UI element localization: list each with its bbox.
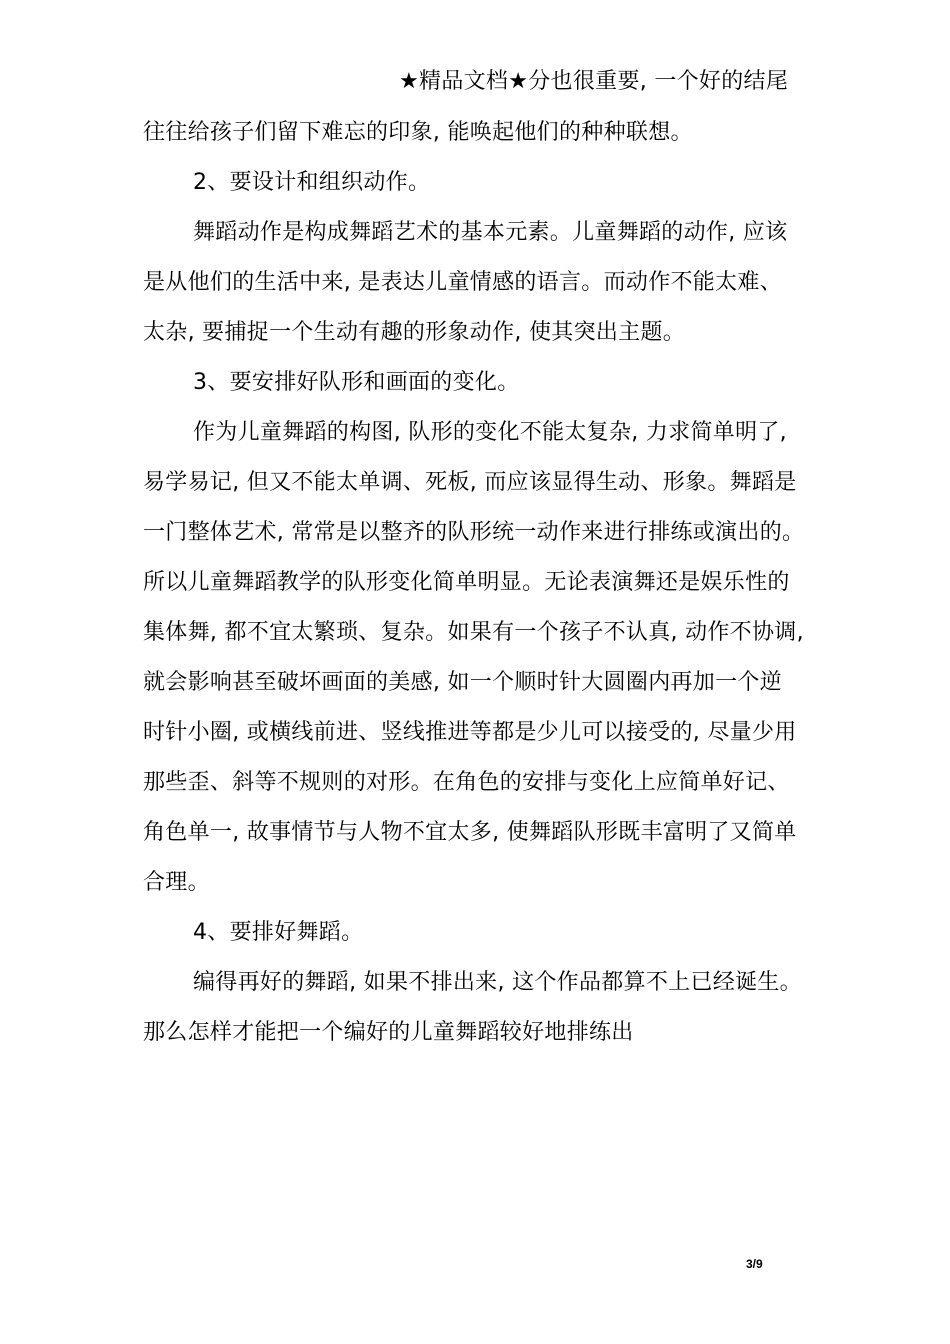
- paragraph-line: 角色单一, 故事情节与人物不宜太多, 使舞蹈队形既丰富明了又简单: [143, 820, 797, 845]
- paragraph-line: 作为儿童舞蹈的构图, 队形的变化不能太复杂, 力求简单明了,: [193, 420, 787, 445]
- section-heading-3: 3、要安排好队形和画面的变化。: [193, 370, 520, 395]
- paragraph-line: 那么怎样才能把一个编好的儿童舞蹈较好地排练出: [143, 1020, 634, 1045]
- paragraph-line: 易学易记, 但又不能太单调、死板, 而应该显得生动、形象。舞蹈是: [143, 470, 797, 495]
- paragraph-line: 太杂, 要捕捉一个生动有趣的形象动作, 使其突出主题。: [143, 320, 686, 345]
- header-line: ★精品文档★分也很重要, 一个好的结尾: [399, 69, 789, 94]
- paragraph-line: 时针小圈, 或横线前进、竖线推进等都是少儿可以接受的, 尽量少用: [143, 720, 797, 745]
- paragraph-line: 那些歪、斜等不规则的对形。在角色的安排与变化上应简单好记、: [143, 770, 790, 795]
- paragraph-line: 编得再好的舞蹈, 如果不排出来, 这个作品都算不上已经诞生。: [193, 970, 802, 995]
- paragraph-line: 就会影响甚至破坏画面的美感, 如一个顺时针大圆圈内再加一个逆: [143, 670, 782, 695]
- paragraph-line: 合理。: [143, 870, 210, 895]
- text-line: 往往给孩子们留下难忘的印象, 能唤起他们的种种联想。: [143, 120, 693, 145]
- paragraph-line: 是从他们的生活中来, 是表达儿童情感的语言。而动作不能太难、: [143, 270, 782, 295]
- paragraph-line: 舞蹈动作是构成舞蹈艺术的基本元素。儿童舞蹈的动作, 应该: [193, 220, 788, 245]
- paragraph-line: 所以儿童舞蹈教学的队形变化简单明显。无论表演舞还是娱乐性的: [143, 570, 790, 595]
- paragraph-line: 集体舞, 都不宜太繁琐、复杂。如果有一个孩子不认真, 动作不协调,: [143, 620, 804, 645]
- section-heading-2: 2、要设计和组织动作。: [193, 170, 431, 195]
- paragraph-line: 一门整体艺术, 常常是以整齐的队形统一动作来进行排练或演出的。: [143, 520, 805, 545]
- section-heading-4: 4、要排好舞蹈。: [193, 920, 364, 945]
- page-number: 3/9: [746, 1257, 763, 1271]
